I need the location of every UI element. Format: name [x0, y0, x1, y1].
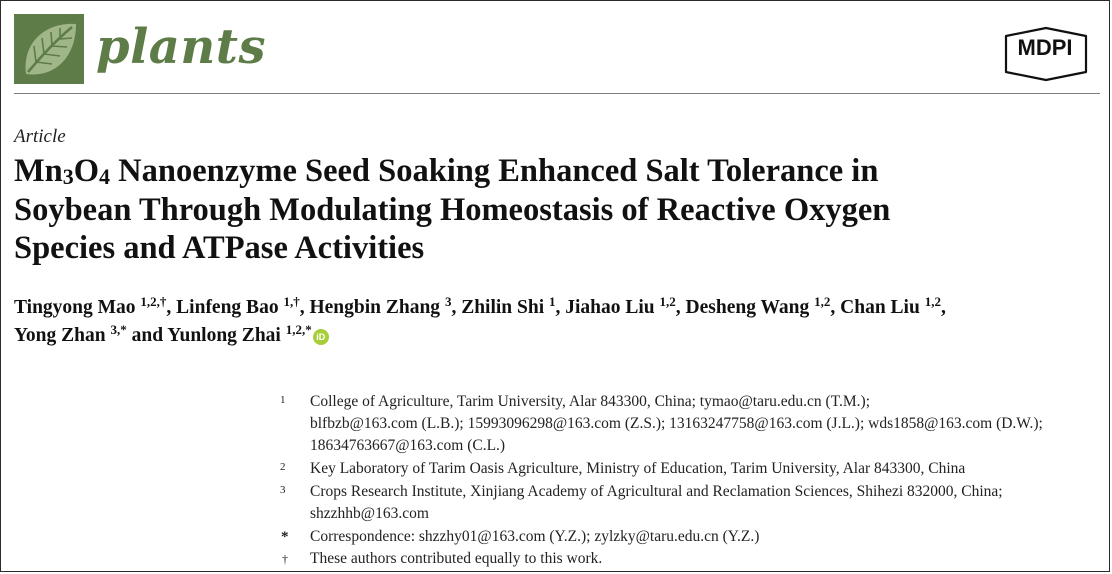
article-title — [14, 152, 1104, 268]
author[interactable]: Yong Zhan $^{3,*}$ — [14, 322, 127, 346]
affiliation-3 — [278, 481, 1102, 525]
affiliations — [278, 391, 1102, 571]
author[interactable]: Zhilin Shi $^1$ — [461, 294, 556, 318]
article-type: Article — [14, 126, 66, 147]
header-divider — [14, 93, 1100, 94]
author[interactable]: Hengbin Zhang $^3$ — [309, 294, 452, 318]
author-line-2: Yong Zhan $^{3,*}$ and Yunlong Zhai $^{1,2,*}$ iD — [14, 322, 1106, 350]
author[interactable]: Linfeng Bao $^{1,\dagger}$ — [176, 294, 300, 318]
publisher-logo[interactable] — [1000, 26, 1094, 84]
orcid-icon[interactable]: iD — [313, 329, 329, 345]
journal-name[interactable]: plants — [96, 19, 266, 75]
author[interactable]: Yunlong Zhai $^{1,2,*}$ — [167, 322, 312, 346]
affiliation-line: 18634763667@163.com (C.L.) — [310, 437, 506, 455]
author[interactable]: Tingyong Mao $^{1,2,\dagger}$ — [14, 294, 167, 318]
correspondence-line: Correspondence: shzzhy01@163.com (Y.Z.); zylzky@taru.edu.cn (Y.Z.) — [310, 527, 760, 545]
correspondence-note — [278, 526, 1102, 548]
author[interactable]: Jiahao Liu $^{1,2}$ — [565, 294, 676, 318]
affiliation-2 — [278, 458, 1102, 480]
leaf-icon — [14, 14, 84, 84]
title-line-2: Soybean Through Modulating Homeostasis of Reactive Oxygen — [14, 191, 891, 228]
author[interactable]: Chan Liu $^{1,2}$ — [840, 294, 941, 318]
author-list — [14, 294, 1106, 350]
title-line-1: $Mn_3O_4$ Nanoenzyme Seed Soaking Enhanced Salt Tolerance in — [14, 153, 879, 189]
equal-contribution-line: These authors contributed equally to this work. — [310, 550, 603, 568]
affiliation-mark: 3 — [280, 483, 286, 496]
affiliation-mark: 2 — [280, 461, 286, 474]
title-line-3: Species and ATPase Activities — [14, 230, 425, 266]
affiliation-line: shzzhhb@163.com — [310, 505, 429, 523]
equal-contribution-mark: † — [282, 552, 288, 567]
author-line-1: Tingyong Mao $^{1,2,\dagger}$, Linfeng Bao $^{1,\dagger}$, Hengbin Zhang $^3$, Zhilin Shi $^1$, Jiahao Liu $^{1,2}$, Desheng Wang $^{1,2}$, Chan Liu $^{1,2}$, — [14, 294, 946, 318]
journal-logo[interactable] — [14, 14, 84, 84]
affiliation-line: Key Laboratory of Tarim Oasis Agriculture, Ministry of Education, Tarim University, Alar 843300, China — [310, 460, 966, 478]
affiliation-1 — [278, 391, 1102, 458]
equal-contribution-note — [278, 548, 1102, 570]
correspondence-mark: * — [281, 528, 289, 545]
affiliation-line: blfbzb@163.com (L.B.); 15993096298@163.com (Z.S.); 13163247758@163.com (J.L.); wds1858@163.com (D.W.); — [310, 415, 1043, 433]
affiliation-line: Crops Research Institute, Xinjiang Academy of Agricultural and Reclamation Sciences, Shihezi 832000, China; — [310, 482, 1003, 500]
publisher-name: MDPI — [1017, 35, 1073, 60]
author[interactable]: Desheng Wang $^{1,2}$ — [685, 294, 831, 318]
affiliation-line: College of Agriculture, Tarim University, Alar 843300, China; tymao@taru.edu.cn (T.M.); — [310, 393, 871, 410]
affiliation-mark: 1 — [280, 394, 286, 406]
